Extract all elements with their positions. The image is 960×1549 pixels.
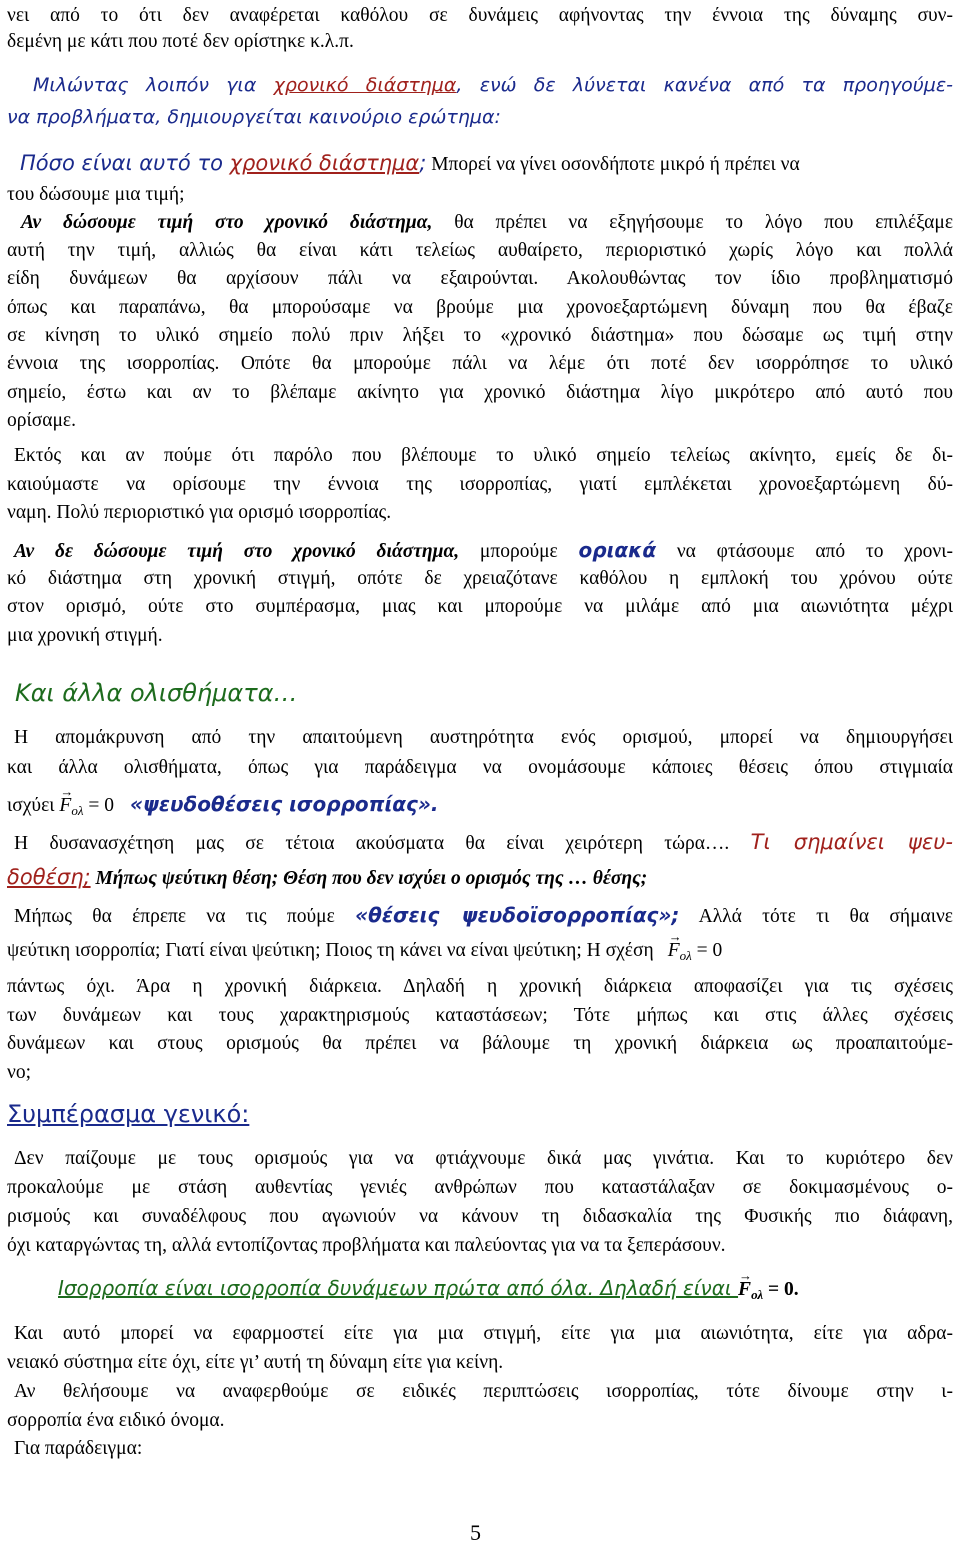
force-vector-symbol: → F xyxy=(668,939,680,963)
paragraph-line: Αν θελήσουμε να αναφερθούμε σε ειδικές περιπτώσεις ισορροπίας, τότε δίνουμε στην ι- xyxy=(14,1381,953,1402)
force-vector-symbol: → F xyxy=(738,1278,751,1302)
paragraph-line: νειακό σύστημα είτε όχι, είτε γι’ αυτή τη δύναμη είτε για κείνη. xyxy=(7,1352,504,1373)
paragraph-line: αυτή την τιμή, αλλιώς θα είναι κάτι τελείως αυθαίρετο, περιοριστικό χωρίς λόγο και πολλά xyxy=(7,240,953,261)
paragraph-line: καιούμαστε να ορίσουμε την έννοια της ισορροπίας, γιατί εμπλέκεται χρονοεξαρτώμενη δύ- xyxy=(7,474,953,495)
paragraph-line: Εκτός και αν πούμε ότι παρόλο που βλέπουμε το υλικό σημείο τελείως ακίνητο, εμείς δε δι- xyxy=(14,445,953,466)
intro-question-line: να προβλήματα, δημιουργείται καινούριο ερώτημα: xyxy=(7,106,501,128)
paragraph-line: όχι καταργώντας τη, αλλά εντοπίζοντας προβλήματα και παλεύοντας για να τα ξεπεράσουν. xyxy=(7,1235,726,1256)
paragraph-line: και άλλα ολισθήματα, όπως για παράδειγμα να ονομάσουμε κάποιες θέσεις όπου στιγμιαία xyxy=(7,757,953,778)
section-heading: Συμπέρασμα γενικό: xyxy=(7,1100,250,1128)
paragraph-line: μια χρονική στιγμή. xyxy=(7,625,163,646)
paragraph-line: σημείο, έστω και αν το βλέπαμε ακίνητο για χρονικό διάστημα λίγο μικρότερο από αυτό που xyxy=(7,382,953,403)
emphasis-term: «ψευδοθέσεις ισορροπίας». xyxy=(129,792,439,816)
emphasis-term: Τι σημαίνει ψευ- xyxy=(750,830,953,854)
emphasis-term: «θέσεις ψευδοϊσορροπίας»; xyxy=(355,903,680,927)
paragraph-line: σε κίνηση το υλικό σημείο πολύ πριν λήξει το «χρονικό διάστημα» που δώσαμε ως τιμή στην xyxy=(7,325,953,346)
paragraph-line: $\iota\sigma\chi ύ\varepsilon\iota \to F_{o\lambda} = 0$ «ψευδοθέσεις ισορροπίας». xyxy=(7,792,438,823)
page-number: 5 xyxy=(470,1520,481,1545)
paragraph-line: Η απομάκρυνση από την απαιτούμενη αυστηρότητα ενός ορισμού, μπορεί να δημιουργήσει xyxy=(14,727,953,748)
intro-question-line: Μιλώντας λοιπόν για χρονικό διάστημα, ενώ δε λύνεται κανένα από τα προηγούμε- xyxy=(33,74,953,96)
paragraph-line: Αν δε δώσουμε τιμή στο χρονικό διάστημα, μπορούμε οριακά να φτάσουμε από το χρονι- xyxy=(14,538,953,562)
paragraph-line: δοθέση; Μήπως ψεύτικη θέση; Θέση που δεν ισχύει ο ορισμός της … θέσης; xyxy=(7,865,648,889)
paragraph-line: προκαλούμε με στάση αυθεντίας γενιές ανθρώπων που καταστάλαξαν σε δοκιμασμένους ο- xyxy=(7,1177,953,1198)
paragraph-line: κό διάστημα στη χρονική στιγμή, οπότε δε χρειαζότανε καθόλου η εμπλοκή του χρόνου ούτε xyxy=(7,568,953,589)
paragraph-line: ναμη. Πολύ περιοριστικό για ορισμό ισορροπίας. xyxy=(7,502,392,523)
paragraph-line: νο; xyxy=(7,1062,31,1083)
paragraph-line: ρισμούς και συναδέλφους που αγωνιούν να κάνουν τη διδασκαλία της Φυσικής πιο διάφανη, xyxy=(7,1206,953,1227)
emphasis-term: οριακά xyxy=(578,538,657,562)
section-heading: Και άλλα ολισθήματα… xyxy=(15,679,298,707)
paragraph-line: Αν δώσουμε τιμή στο χρονικό διάστημα, θα πρέπει να εξηγήσουμε το λόγο που επιλέξαμε xyxy=(21,212,954,233)
emphasis-term: χρονικό διάστημα xyxy=(229,151,420,175)
emphasis-term: Ισορροπία είναι ισορροπία δυνάμεων πρώτα από όλα. Δηλαδή είναι xyxy=(58,1276,739,1300)
question-line: Πόσο είναι αυτό το χρονικό διάστημα; Μπορεί να γίνει οσονδήποτε μικρό ή πρέπει να xyxy=(20,151,800,175)
paragraph-line: όπως και παραπάνω, θα μπορούσαμε να βρούμε μια χρονοεξαρτώμενη δύναμη που θα έβαζε xyxy=(7,297,953,318)
paragraph-line: νει από το ότι δεν αναφέρεται καθόλου σε δυνάμεις αφήνοντας την έννοια της δύναμης συν- xyxy=(7,5,953,26)
paragraph-line: είδη δυνάμεων θα αρχίσουν πάλι να εξαιρούνται. Ακολουθώντας τον ίδιο προβληματισμό xyxy=(7,268,953,289)
paragraph-line: ψεύτικη ισορροπία; Γιατί είναι ψεύτικη; Ποιος τη κάνει να είναι ψεύτικη; Η $\sigma\chi έ\sigma\eta\to F_{o\lambda} = 0$ xyxy=(7,939,722,968)
force-vector-symbol: → F xyxy=(59,794,71,818)
paragraph-line: έννοια της ισορροπίας. Οπότε θα μπορούμε πάλι να λέμε ότι ποτέ δεν ισορρόπησε το υλικό xyxy=(7,353,953,374)
paragraph-line: δεμένη με κάτι που ποτέ δεν ορίστηκε κ.λ.π. xyxy=(7,31,354,52)
paragraph-line: στον ορισμό, ούτε στο συμπέρασμα, μιας και μπορούμε να μιλάμε από μια αιωνιότητα μέχρι xyxy=(7,596,953,617)
paragraph-line: Και αυτό μπορεί να εφαρμοστεί είτε για μια στιγμή, είτε για μια αιωνιότητα, είτε για αδρα- xyxy=(14,1323,953,1344)
paragraph-line: των δυνάμεων και τους χαρακτηρισμούς καταστάσεων; Τότε μήπως και στις άλλες σχέσεις xyxy=(7,1005,953,1026)
paragraph-line: πάντως όχι. Άρα η χρονική διάρκεια. Δηλαδή η χρονική διάρκεια αποφασίζει για τις σχέσεις xyxy=(7,976,953,997)
emphasis-term: χρονικό διάστημα xyxy=(273,74,457,96)
paragraph-line: Μήπως θα έπρεπε να τις πούμε «θέσεις ψευδοϊσορροπίας»; Αλλά τότε τι θα σήμαινε xyxy=(14,903,953,927)
paragraph-line: Η δυσανασχέτηση μας σε τέτοια ακούσματα θα είναι χειρότερη τώρα…. Τι σημαίνει ψευ- xyxy=(14,830,953,854)
paragraph-line: του δώσουμε μια τιμή; xyxy=(7,184,185,205)
paragraph-line: Δεν παίζουμε με τους ορισμούς για να φτιάχνουμε δικά μας γινάτια. Και το κυριότερο δεν xyxy=(14,1148,953,1169)
paragraph-line: ορίσαμε. xyxy=(7,410,76,431)
emphasis-term: δοθέση; xyxy=(7,865,91,889)
paragraph-line: δυνάμεων και στους ορισμούς θα πρέπει να βάλουμε τη χρονική διάρκεια ως προαπαιτούμε- xyxy=(7,1033,953,1054)
paragraph-line: σορροπία ένα ειδικό όνομα. xyxy=(7,1410,225,1431)
paragraph-line: Για παράδειγμα: xyxy=(14,1438,143,1459)
conclusion-line: Ισορροπία είναι ισορροπία δυνάμεων πρώτα από όλα. Δηλαδή $\varepsilon ί\nu\alpha\iota \to F_{o\lambda} = 0$. xyxy=(58,1276,799,1307)
